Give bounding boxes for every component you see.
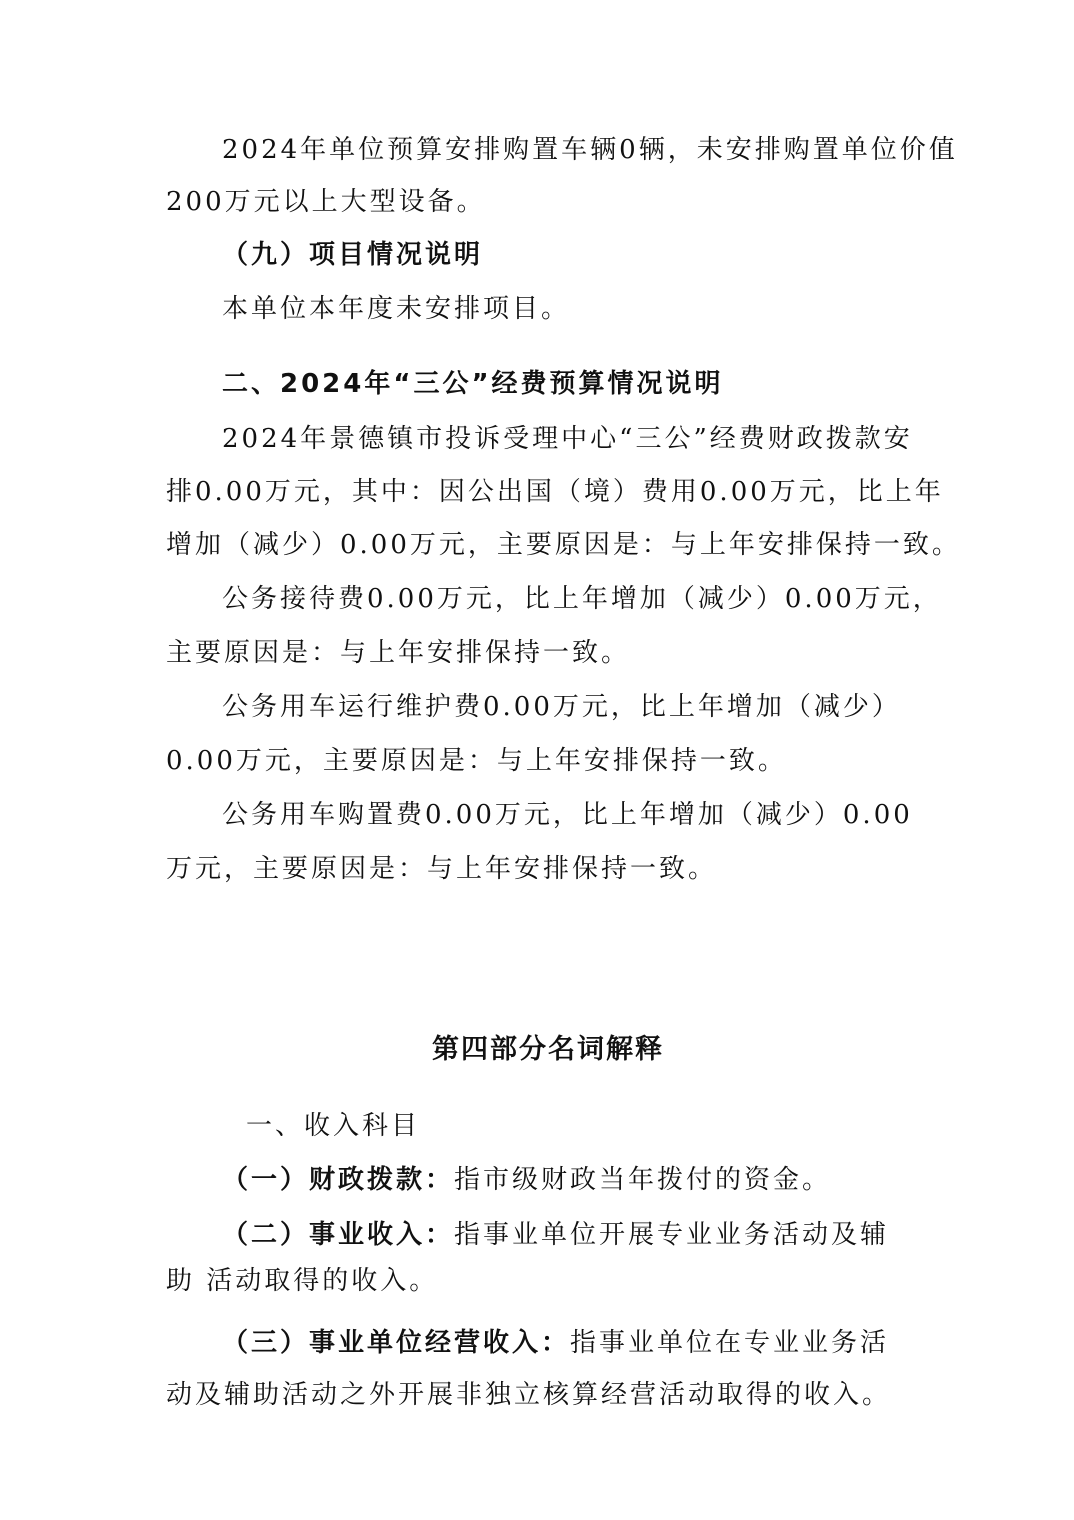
item-fiscal-appropriation [222, 1163, 831, 1197]
paragraph-three-public-line2: 排0.00万元，其中：因公出国（境）费用0.00万元，比上年 [166, 477, 944, 507]
heading-income-items: 一、收入科目 [246, 1111, 421, 1141]
item-business-income-line2: 助 活动取得的收入。 [166, 1266, 439, 1296]
paragraph-reception-line2: 主要原因是：与上年安排保持一致。 [166, 638, 631, 668]
paragraph-vehicles-line1: 2024年单位预算安排购置车辆0辆，未安排购置单位价值 [222, 135, 958, 165]
heading-three-public-expenses: 二、2024年“三公”经费预算情况说明 [222, 369, 724, 399]
paragraph-vehicles-line2: 200万元以上大型设备。 [166, 187, 486, 217]
paragraph-vehicle-maintenance-line2: 0.00万元，主要原因是：与上年安排保持一致。 [166, 746, 787, 776]
paragraph-vehicle-purchase-line1: 公务用车购置费0.00万元，比上年增加（减少）0.00 [222, 800, 913, 830]
paragraph-three-public-line3: 增加（减少）0.00万元，主要原因是：与上年安排保持一致。 [166, 530, 961, 560]
item-business-income [222, 1218, 889, 1252]
part4-title: 第四部分名词解释 [432, 1034, 664, 1065]
item-fiscal-appropriation-text: 指市级财政当年拨付的资金。 [454, 1165, 832, 1195]
item-operating-income-label: （三）事业单位经营收入： [222, 1328, 571, 1358]
item-operating-income [222, 1326, 889, 1360]
item-operating-income-line2: 动及辅助活动之外开展非独立核算经营活动取得的收入。 [166, 1380, 892, 1410]
paragraph-vehicle-purchase-line2: 万元，主要原因是：与上年安排保持一致。 [166, 854, 718, 884]
item-fiscal-appropriation-label: （一）财政拨款： [222, 1165, 455, 1195]
item-operating-income-text: 指事业单位在专业业务活 [570, 1328, 890, 1358]
item-business-income-label: （二）事业收入： [222, 1220, 455, 1250]
paragraph-three-public-line1: 2024年景德镇市投诉受理中心“三公”经费财政拨款安 [222, 424, 913, 454]
paragraph-vehicle-maintenance-line1: 公务用车运行维护费0.00万元，比上年增加（减少） [222, 692, 901, 722]
heading-project-info: （九）项目情况说明 [222, 240, 484, 270]
paragraph-no-projects: 本单位本年度未安排项目。 [222, 294, 571, 324]
item-business-income-text: 指事业单位开展专业业务活动及辅 [454, 1220, 890, 1250]
paragraph-reception-line1: 公务接待费0.00万元，比上年增加（减少）0.00万元， [222, 584, 942, 614]
